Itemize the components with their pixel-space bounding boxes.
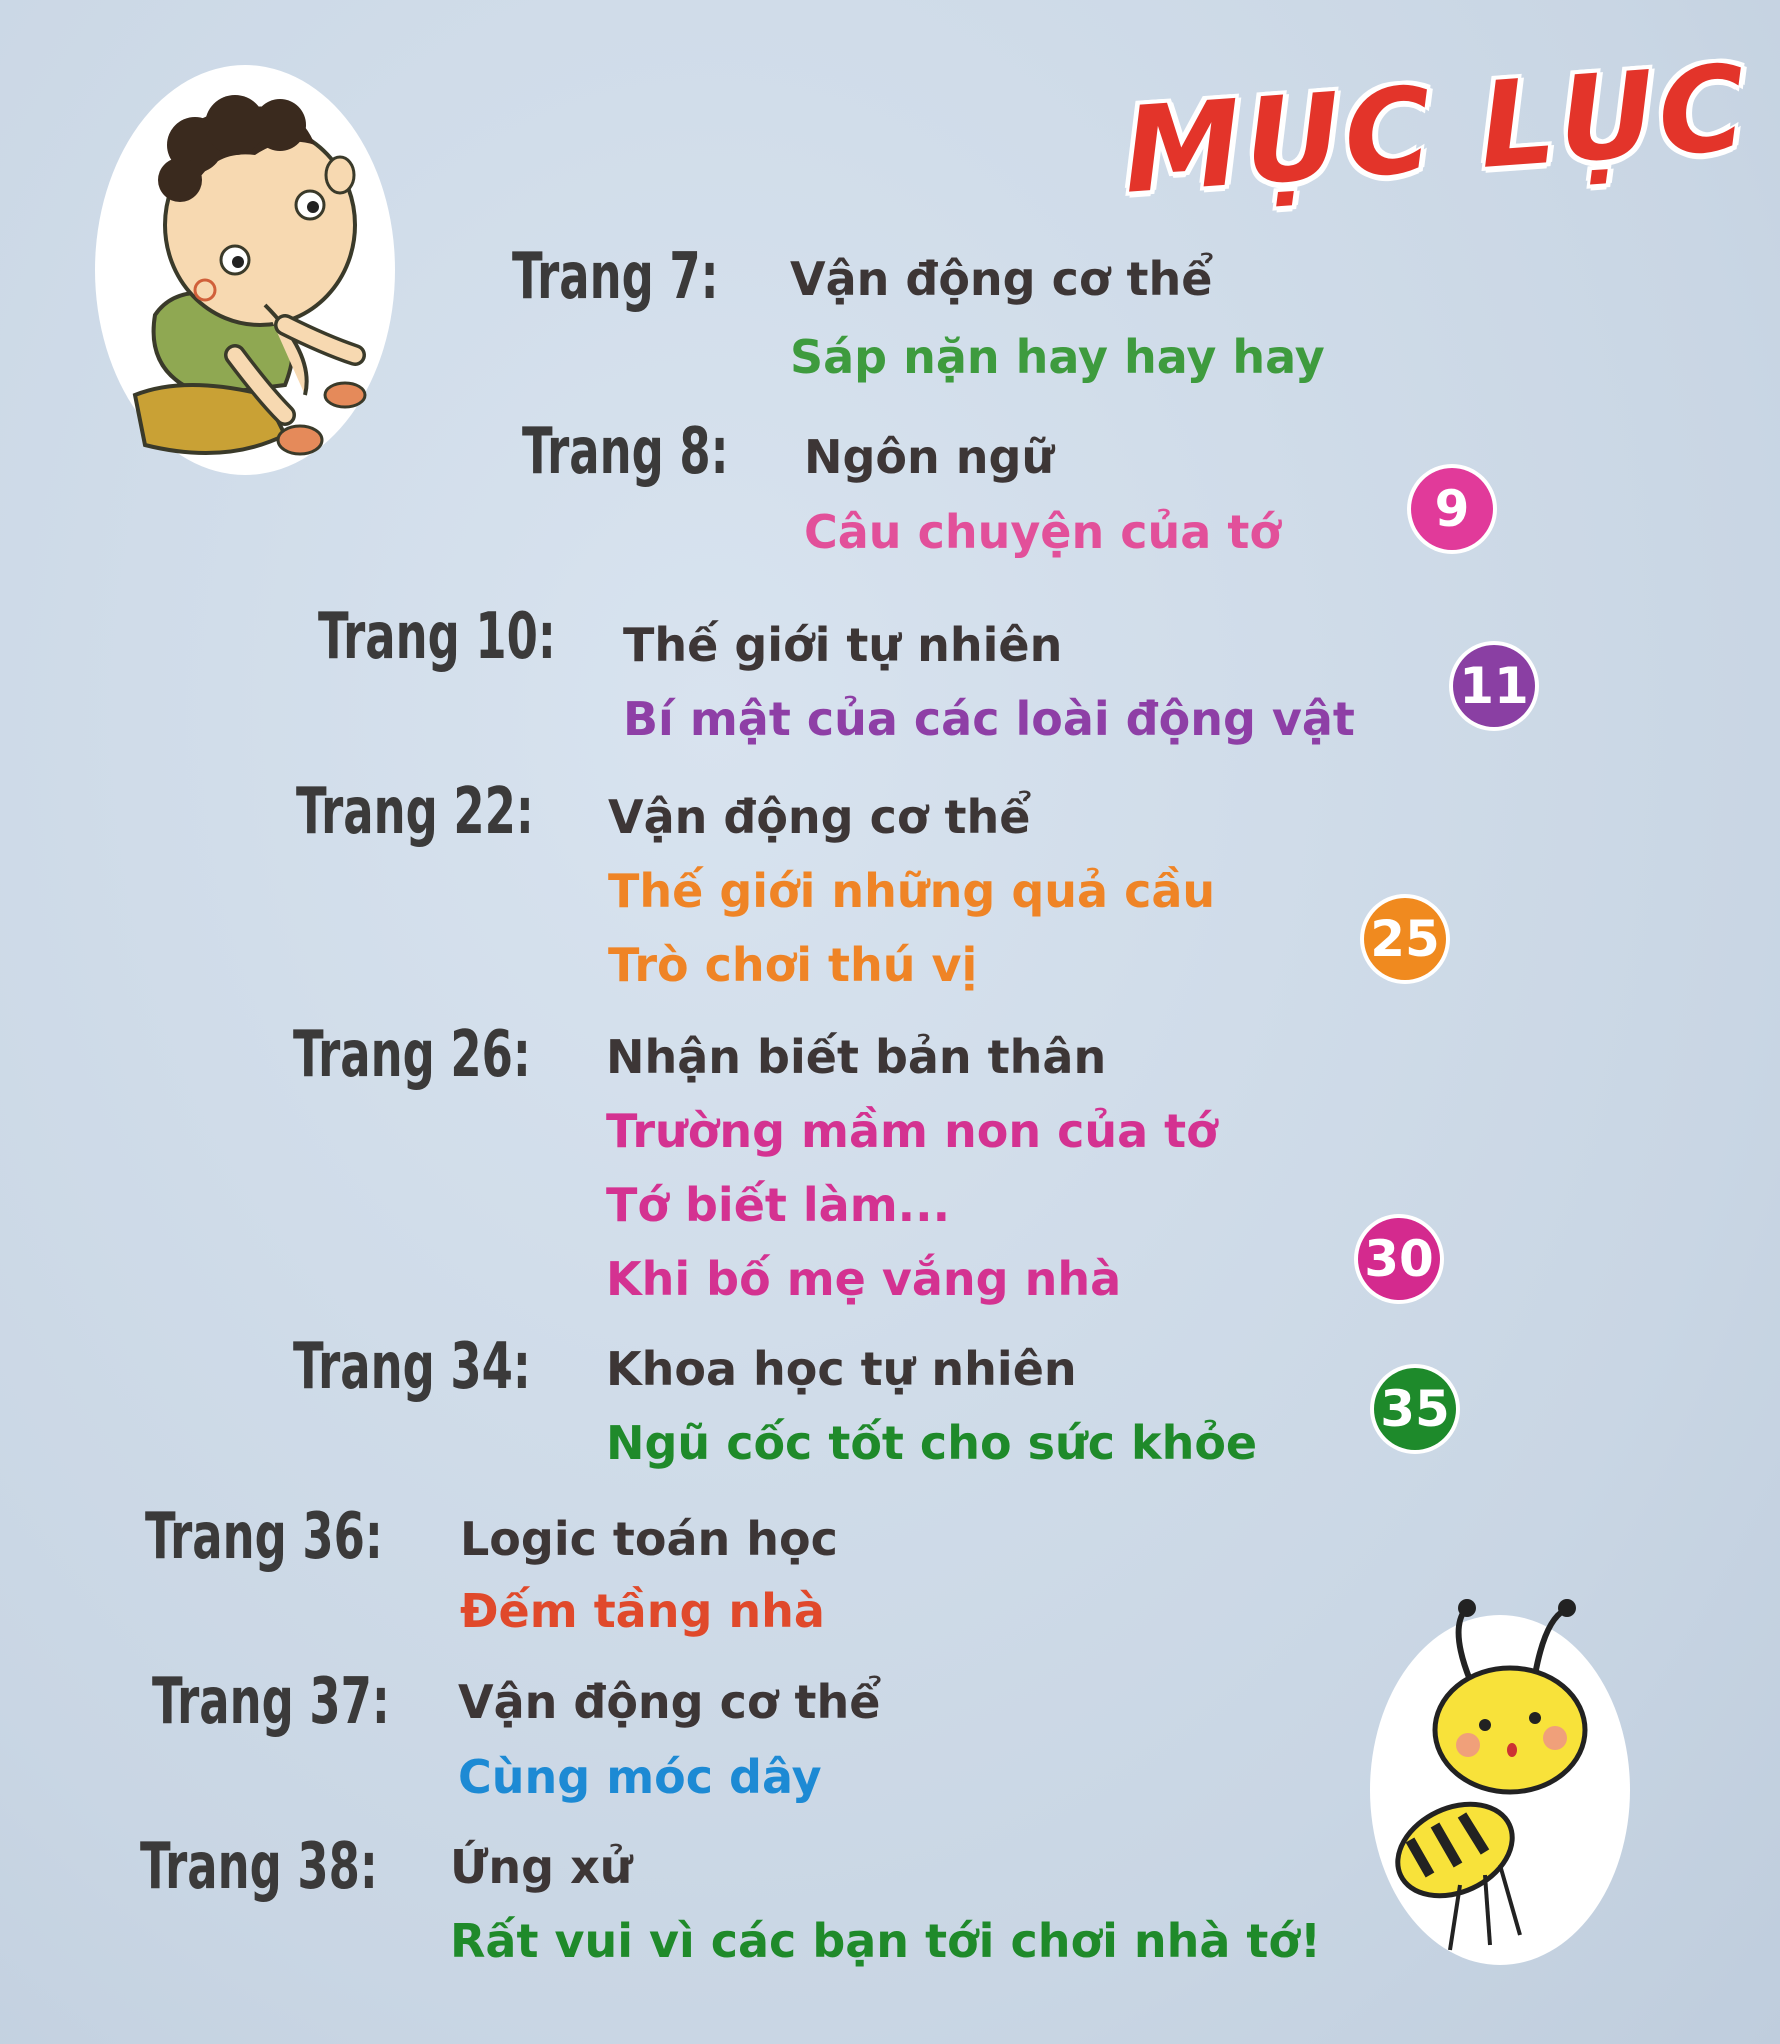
- page-badge: 25: [1364, 898, 1446, 980]
- category-label: Logic toán học: [460, 1512, 838, 1566]
- page-number-label: Trang 38:: [140, 1830, 378, 1904]
- item-label: Trường mầm non của tớ: [606, 1104, 1218, 1158]
- page-number-label: Trang 8:: [522, 415, 729, 489]
- boy-illustration: [85, 55, 405, 485]
- item-label: Ngũ cốc tốt cho sức khỏe: [606, 1416, 1258, 1470]
- category-label: Khoa học tự nhiên: [606, 1342, 1077, 1396]
- item-label: Thế giới những quả cầu: [608, 864, 1216, 918]
- page-number-label: Trang 7:: [512, 240, 719, 314]
- item-label: Bí mật của các loài động vật: [623, 692, 1355, 746]
- page-title: MỤC LỤC: [1119, 38, 1755, 220]
- category-label: Vận động cơ thể: [458, 1675, 881, 1729]
- item-label: Tớ biết làm...: [606, 1178, 951, 1232]
- page-badge: 35: [1374, 1368, 1456, 1450]
- page-number-label: Trang 36:: [145, 1500, 383, 1574]
- item-label: Sáp nặn hay hay hay: [790, 330, 1325, 384]
- page-number-label: Trang 34:: [293, 1330, 531, 1404]
- page-number-label: Trang 37:: [152, 1665, 390, 1739]
- page-badge: 9: [1411, 468, 1493, 550]
- category-label: Ứng xử: [450, 1840, 633, 1894]
- category-label: Thế giới tự nhiên: [623, 618, 1063, 672]
- page-badge: 30: [1358, 1218, 1440, 1300]
- bee-illustration: [1350, 1570, 1640, 1970]
- category-label: Ngôn ngữ: [804, 430, 1055, 484]
- item-label: Cùng móc dây: [458, 1750, 822, 1804]
- item-label: Trò chơi thú vị: [608, 938, 978, 992]
- page-badge: 11: [1453, 645, 1535, 727]
- page-number-label: Trang 22:: [296, 775, 534, 849]
- item-label: Khi bố mẹ vắng nhà: [606, 1252, 1122, 1306]
- page-number-label: Trang 10:: [318, 600, 556, 674]
- category-label: Vận động cơ thể: [790, 252, 1213, 306]
- category-label: Vận động cơ thể: [608, 790, 1031, 844]
- item-label: Câu chuyện của tớ: [804, 505, 1281, 559]
- page-number-label: Trang 26:: [293, 1018, 531, 1092]
- item-label: Đếm tầng nhà: [460, 1584, 825, 1638]
- item-label: Rất vui vì các bạn tới chơi nhà tớ!: [450, 1914, 1321, 1968]
- category-label: Nhận biết bản thân: [606, 1030, 1107, 1084]
